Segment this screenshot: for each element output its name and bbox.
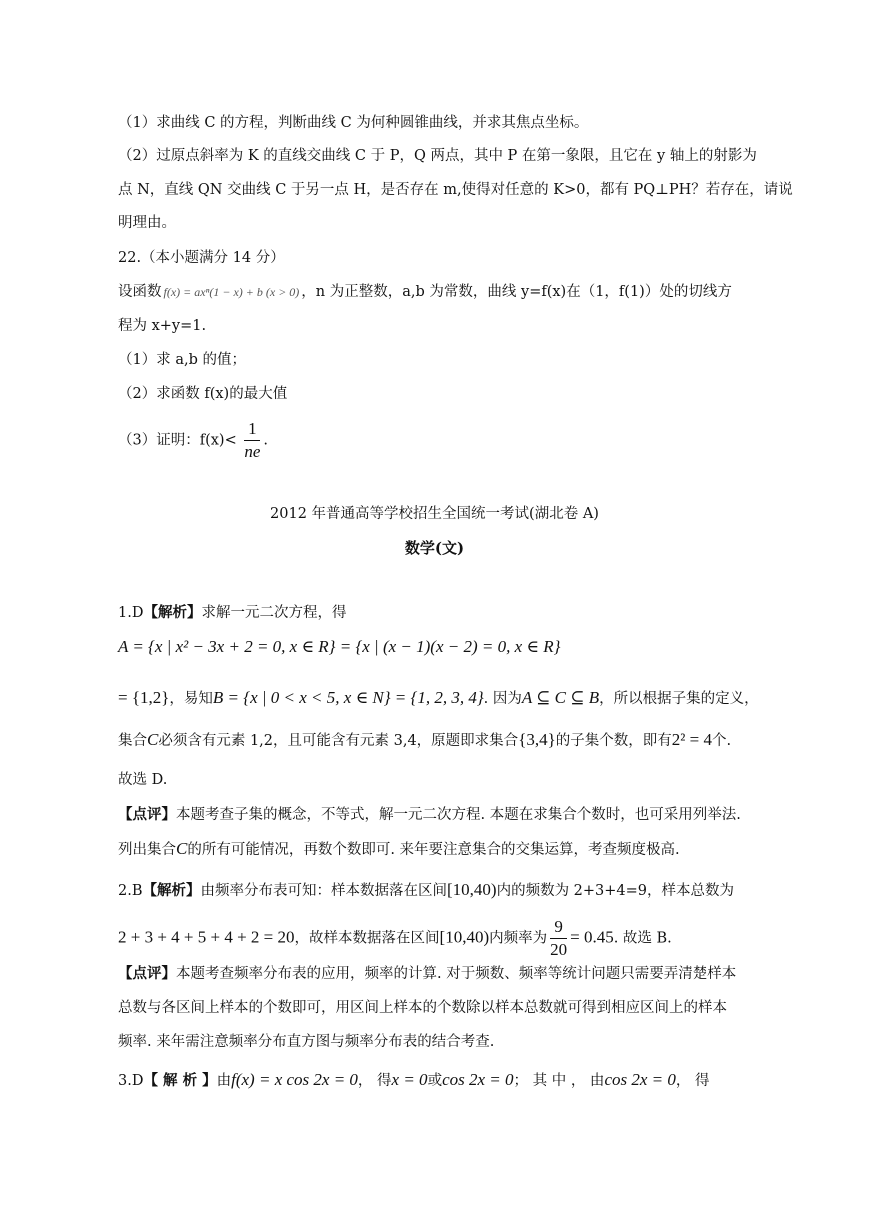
answer1-set-12: = {1,2} bbox=[118, 688, 170, 707]
answer3-t5: ， 得 bbox=[675, 1073, 710, 1089]
answer2-line2a: ，故样本数据落在区间 bbox=[294, 930, 440, 947]
answer1-review-line1 bbox=[118, 805, 741, 825]
p22-q2: （2）求函数 f(x)的最大值 bbox=[118, 386, 288, 402]
p22-q3-fraction bbox=[244, 418, 260, 463]
p22-intro-suffix: ，n 为正整数，a,b 为常数，曲线 y=f(x)在（1，f(1)）处的切线方 bbox=[301, 284, 732, 300]
answer3-formula4: cos 2x = 0 bbox=[604, 1070, 676, 1089]
answer1-review-line2 bbox=[118, 839, 680, 860]
answer1-set-c: C bbox=[147, 730, 159, 749]
p22-q3-prefix: （3）证明：f(x)< bbox=[118, 432, 242, 449]
answer1-tag: 【解析】 bbox=[143, 604, 202, 621]
answer1-review-text1: 本题考查子集的概念，不等式，解一元二次方程. 本题在求集合个数时，也可采用列举法. bbox=[176, 807, 741, 823]
answer1-line4-a: 集合 bbox=[118, 733, 147, 749]
answer2-review-tag: 【点评】 bbox=[118, 965, 176, 982]
answer2-review-line2: 总数与各区间上样本的个数即可，用区间上样本的个数除以样本总数就可得到相应区间上的样本 bbox=[118, 1000, 727, 1016]
answer3-line1 bbox=[118, 1070, 709, 1091]
answer2-frac-num: 9 bbox=[550, 916, 567, 939]
answer2-line1 bbox=[118, 880, 734, 901]
answer3-t1: 由 bbox=[216, 1073, 232, 1089]
answer2-number: 2.B bbox=[118, 883, 143, 899]
answer1-review-text2a: 列出集合 bbox=[118, 842, 176, 858]
answer1-line3-text: ，易知 bbox=[169, 691, 213, 707]
p22-q1: （1）求 a,b 的值； bbox=[118, 352, 246, 368]
answer3-formula3: cos 2x = 0 bbox=[442, 1070, 514, 1089]
answer1-formula-set-a: A = {x | x² − 3x + 2 = 0, x ∈ R} = {x | (x − 1)(x − 2) = 0, x ∈ R} bbox=[118, 637, 561, 656]
answer1-subset-chain: A ⊆ C ⊆ B bbox=[521, 688, 600, 707]
answer2-line1b: 内的频数为 2+3+4=9，样本总数为 bbox=[496, 883, 735, 899]
answer2-interval-2: [10,40) bbox=[439, 927, 490, 947]
answer2-line1a: 由频率分布表可知：样本数据落在区间 bbox=[200, 883, 447, 899]
exam-title: 2012 年普通高等学校招生全国统一考试(湖北卷 A) bbox=[270, 506, 599, 522]
answer2-frac-den: 20 bbox=[550, 940, 568, 959]
answer1-line3-text3: ，所以根据子集的定义， bbox=[599, 691, 759, 707]
answer3-formula1: f(x) = x cos 2x = 0 bbox=[231, 1070, 358, 1089]
answer3-t4: ； 其 中 ， 由 bbox=[513, 1073, 605, 1089]
p22-q3 bbox=[118, 418, 268, 463]
answer1-line4-e: 个. bbox=[711, 733, 732, 749]
answer1-line4 bbox=[118, 730, 731, 751]
p22-intro-line2: 程为 x+y=1. bbox=[118, 318, 207, 334]
answer1-review-tag: 【点评】 bbox=[118, 806, 176, 823]
answer2-total-sum: 2 + 3 + 4 + 5 + 4 + 2 = 20 bbox=[118, 927, 295, 947]
answer3-formula2: x = 0 bbox=[391, 1070, 428, 1089]
answer1-line3 bbox=[118, 688, 759, 709]
answer1-text: 求解一元二次方程，得 bbox=[201, 605, 347, 621]
answer3-tag: 【 解 析 】 bbox=[143, 1072, 217, 1089]
answer2-tag: 【解析】 bbox=[142, 882, 201, 899]
answer1-line4-b: 必须含有元素 1,2，且可能含有元素 3,4，原题即求集合 bbox=[158, 733, 519, 749]
answer1-line3-text2: . 因为 bbox=[483, 691, 522, 707]
answer2-line2 bbox=[118, 916, 672, 961]
answer1-head bbox=[118, 603, 346, 623]
p21-q2-line2: 点 N，直线 QN 交曲线 C 于另一点 H，是否存在 m,使得对任意的 K>0，都有 PQ⊥PH？若存在，请说 bbox=[118, 182, 793, 198]
p22-header: 22.（本小题满分 14 分） bbox=[118, 250, 285, 266]
p22-q3-suffix: . bbox=[263, 432, 268, 449]
p22-intro-prefix: 设函数 bbox=[118, 284, 162, 300]
answer3-number: 3.D bbox=[118, 1073, 144, 1089]
answer1-review-set-c: C bbox=[176, 839, 188, 858]
answer1-set-b: B = {x | 0 < x < 5, x ∈ N} = {1, 2, 3, 4} bbox=[212, 688, 484, 707]
answer2-review1: 本题考查频率分布表的应用，频率的计算. 对于频数、频率等统计问题只需要弄清楚样本 bbox=[176, 966, 737, 982]
answer2-review-line3: 频率. 来年需注意频率分布直方图与频率分布表的结合考查. bbox=[118, 1034, 495, 1050]
exam-subtitle: 数学(文) bbox=[404, 539, 465, 557]
answer2-frequency: = 0.45 bbox=[570, 927, 614, 947]
p21-q1: （1）求曲线 C 的方程，判断曲线 C 为何种圆锥曲线，并求其焦点坐标。 bbox=[118, 115, 589, 131]
p22-q3-num: 1 bbox=[244, 418, 260, 441]
answer1-review-text2b: 的所有可能情况，再数个数即可. 来年要注意集合的交集运算，考查频度极高. bbox=[187, 842, 680, 858]
answer3-t2: ， 得 bbox=[357, 1073, 392, 1089]
answer2-review-line1 bbox=[118, 964, 736, 984]
answer2-fraction bbox=[550, 916, 567, 961]
answer1-conclusion: 故选 D. bbox=[118, 772, 168, 788]
answer1-line4-d: 的子集个数，即有 bbox=[555, 733, 672, 749]
p21-q2-line1: （2）过原点斜率为 K 的直线交曲线 C 于 P，Q 两点，其中 P 在第一象限，且它在 y 轴上的射影为 bbox=[118, 148, 757, 164]
answer2-interval: [10,40) bbox=[447, 880, 497, 899]
answer1-number: 1.D bbox=[118, 605, 144, 621]
answer3-t3: 或 bbox=[427, 1073, 443, 1089]
p21-q2-line3: 明理由。 bbox=[118, 215, 176, 231]
p22-function-formula: f(x) = axⁿ(1 − x) + b (x > 0) bbox=[163, 285, 300, 299]
p22-intro bbox=[118, 282, 732, 302]
p22-q3-den: ne bbox=[244, 442, 261, 461]
answer1-set-34: {3,4} bbox=[518, 730, 556, 749]
answer2-line2b: 内频率为 bbox=[489, 930, 548, 947]
answer1-power: 2² = 4 bbox=[671, 730, 712, 749]
answer2-line2c: . 故选 B. bbox=[613, 930, 672, 947]
